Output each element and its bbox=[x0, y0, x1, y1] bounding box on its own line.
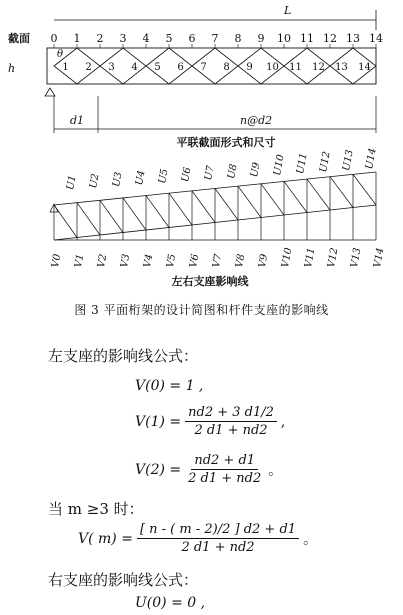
truss-frame bbox=[47, 44, 376, 84]
node-number: 3 bbox=[119, 32, 127, 45]
support-icon bbox=[45, 88, 55, 96]
section-subcaption: 平联截面形式和尺寸 bbox=[176, 136, 276, 149]
bar-number: 11 bbox=[289, 62, 302, 73]
v-label: V2 bbox=[96, 253, 110, 269]
sawtooth-diagonal bbox=[330, 177, 353, 208]
node-number: 7 bbox=[211, 32, 219, 45]
sawtooth-diagonal bbox=[353, 174, 376, 205]
sawtooth-diagonal bbox=[146, 196, 169, 228]
v-label: V10 bbox=[280, 246, 295, 269]
right-support-heading: 右支座的影响线公式： bbox=[48, 571, 199, 589]
node-number: 10 bbox=[277, 32, 291, 45]
equation-vm: V( m) = $\frac{[ n - ( m - 2)/2 ] d2 + d1}{2 d1 + nd2}$ 。 bbox=[78, 522, 318, 555]
v-label: V8 bbox=[234, 253, 248, 269]
nd2-label: n@d2 bbox=[240, 114, 273, 127]
bar-number: 6 bbox=[177, 62, 184, 73]
sawtooth-diagonal bbox=[54, 205, 77, 238]
sawtooth-diagonal bbox=[169, 193, 192, 225]
v-label: V0 bbox=[50, 253, 64, 269]
u-label: U8 bbox=[226, 163, 240, 180]
u-label: U4 bbox=[134, 169, 148, 187]
node-number: 2 bbox=[96, 32, 104, 45]
bar-number: 1 bbox=[62, 62, 69, 73]
node-number: 12 bbox=[323, 32, 337, 45]
bar-number: 13 bbox=[335, 62, 348, 73]
u-label: U1 bbox=[65, 174, 79, 191]
v-label: V9 bbox=[257, 253, 271, 269]
equation-u0: U(0) = 0 , bbox=[135, 595, 206, 611]
u-label: U14 bbox=[364, 147, 379, 171]
bar-number: 8 bbox=[223, 62, 230, 73]
v-label: V4 bbox=[142, 253, 156, 269]
node-numbers bbox=[51, 32, 384, 45]
node-number: 6 bbox=[188, 32, 196, 45]
diagonal-panel bbox=[100, 48, 146, 84]
theta-label: θ bbox=[57, 49, 64, 60]
u-label: U7 bbox=[203, 164, 217, 182]
bar-number: 10 bbox=[266, 62, 279, 73]
u-label: U12 bbox=[318, 150, 333, 174]
node-number: 0 bbox=[50, 32, 58, 45]
v-label: V3 bbox=[119, 253, 133, 269]
bar-number: 5 bbox=[154, 62, 161, 73]
bar-number: 2 bbox=[85, 62, 92, 73]
d1-label: d1 bbox=[70, 114, 85, 127]
sawtooth-diagonal bbox=[284, 181, 307, 212]
v-label: V14 bbox=[372, 246, 387, 269]
height-label: h bbox=[8, 62, 16, 75]
node-number: 14 bbox=[369, 32, 383, 45]
sawtooth-diagonal bbox=[215, 189, 238, 221]
sawtooth-diagonal bbox=[261, 184, 284, 215]
u-label: U6 bbox=[180, 166, 194, 183]
v-label: V12 bbox=[326, 246, 341, 269]
sawtooth-diagonal bbox=[123, 198, 146, 230]
bar-number: 3 bbox=[108, 62, 115, 73]
node-number: 9 bbox=[257, 32, 265, 45]
u-label: U10 bbox=[272, 153, 287, 177]
node-number: 5 bbox=[165, 32, 173, 45]
v-label: V7 bbox=[211, 253, 225, 269]
v-label: V1 bbox=[73, 253, 87, 269]
v-label: V5 bbox=[165, 253, 179, 269]
diagonal-panel bbox=[146, 48, 192, 84]
diagonal-panel bbox=[192, 48, 238, 84]
u-label: U2 bbox=[88, 172, 102, 190]
span-label: L bbox=[284, 4, 292, 17]
bar-number: 14 bbox=[358, 62, 371, 73]
u-label: U9 bbox=[249, 161, 263, 179]
influence-subcaption: 左右支座影响线 bbox=[171, 275, 249, 288]
bar-number: 7 bbox=[200, 62, 207, 73]
equation-v0: V(0) = 1 , bbox=[135, 378, 204, 394]
sawtooth-diagonal bbox=[238, 186, 261, 217]
equation-v2: V(2) = $\frac{nd2 + d1}{2 d1 + nd2}$ 。 bbox=[135, 453, 283, 486]
sawtooth-diagonal bbox=[307, 179, 330, 210]
node-number: 8 bbox=[234, 32, 242, 45]
when-condition: 当 m ≥3 时： bbox=[48, 500, 144, 518]
sawtooth-diagonal bbox=[100, 200, 123, 232]
bar-number: 4 bbox=[131, 62, 138, 73]
u-label: U3 bbox=[111, 171, 125, 188]
bar-number: 9 bbox=[246, 62, 253, 73]
v-label: V11 bbox=[303, 246, 318, 269]
u-label: U11 bbox=[295, 152, 310, 175]
v-label: V13 bbox=[349, 246, 364, 269]
u-label: U5 bbox=[157, 168, 171, 185]
left-support-heading: 左支座的影响线公式： bbox=[48, 347, 199, 365]
sawtooth-diagonal bbox=[192, 191, 215, 223]
truss-outline bbox=[47, 48, 376, 84]
section-label: 截面 bbox=[8, 32, 30, 45]
node-number: 13 bbox=[346, 32, 360, 45]
bar-numbers bbox=[62, 62, 371, 73]
node-number: 11 bbox=[300, 32, 314, 45]
bar-number: 12 bbox=[312, 62, 325, 73]
node-number: 4 bbox=[142, 32, 150, 45]
u-label: U13 bbox=[341, 148, 356, 172]
equation-v1: V(1) = $\frac{nd2 + 3 d1/2}{2 d1 + nd2}$ , bbox=[135, 405, 286, 438]
u-labels bbox=[65, 147, 379, 191]
v-label: V6 bbox=[188, 253, 202, 269]
figure-caption: 图 3 平面桁架的设计简图和杆件支座的影响线 bbox=[74, 303, 329, 317]
v-labels bbox=[50, 246, 386, 268]
node-number: 1 bbox=[73, 32, 81, 45]
sawtooth-diagonal bbox=[77, 203, 100, 235]
